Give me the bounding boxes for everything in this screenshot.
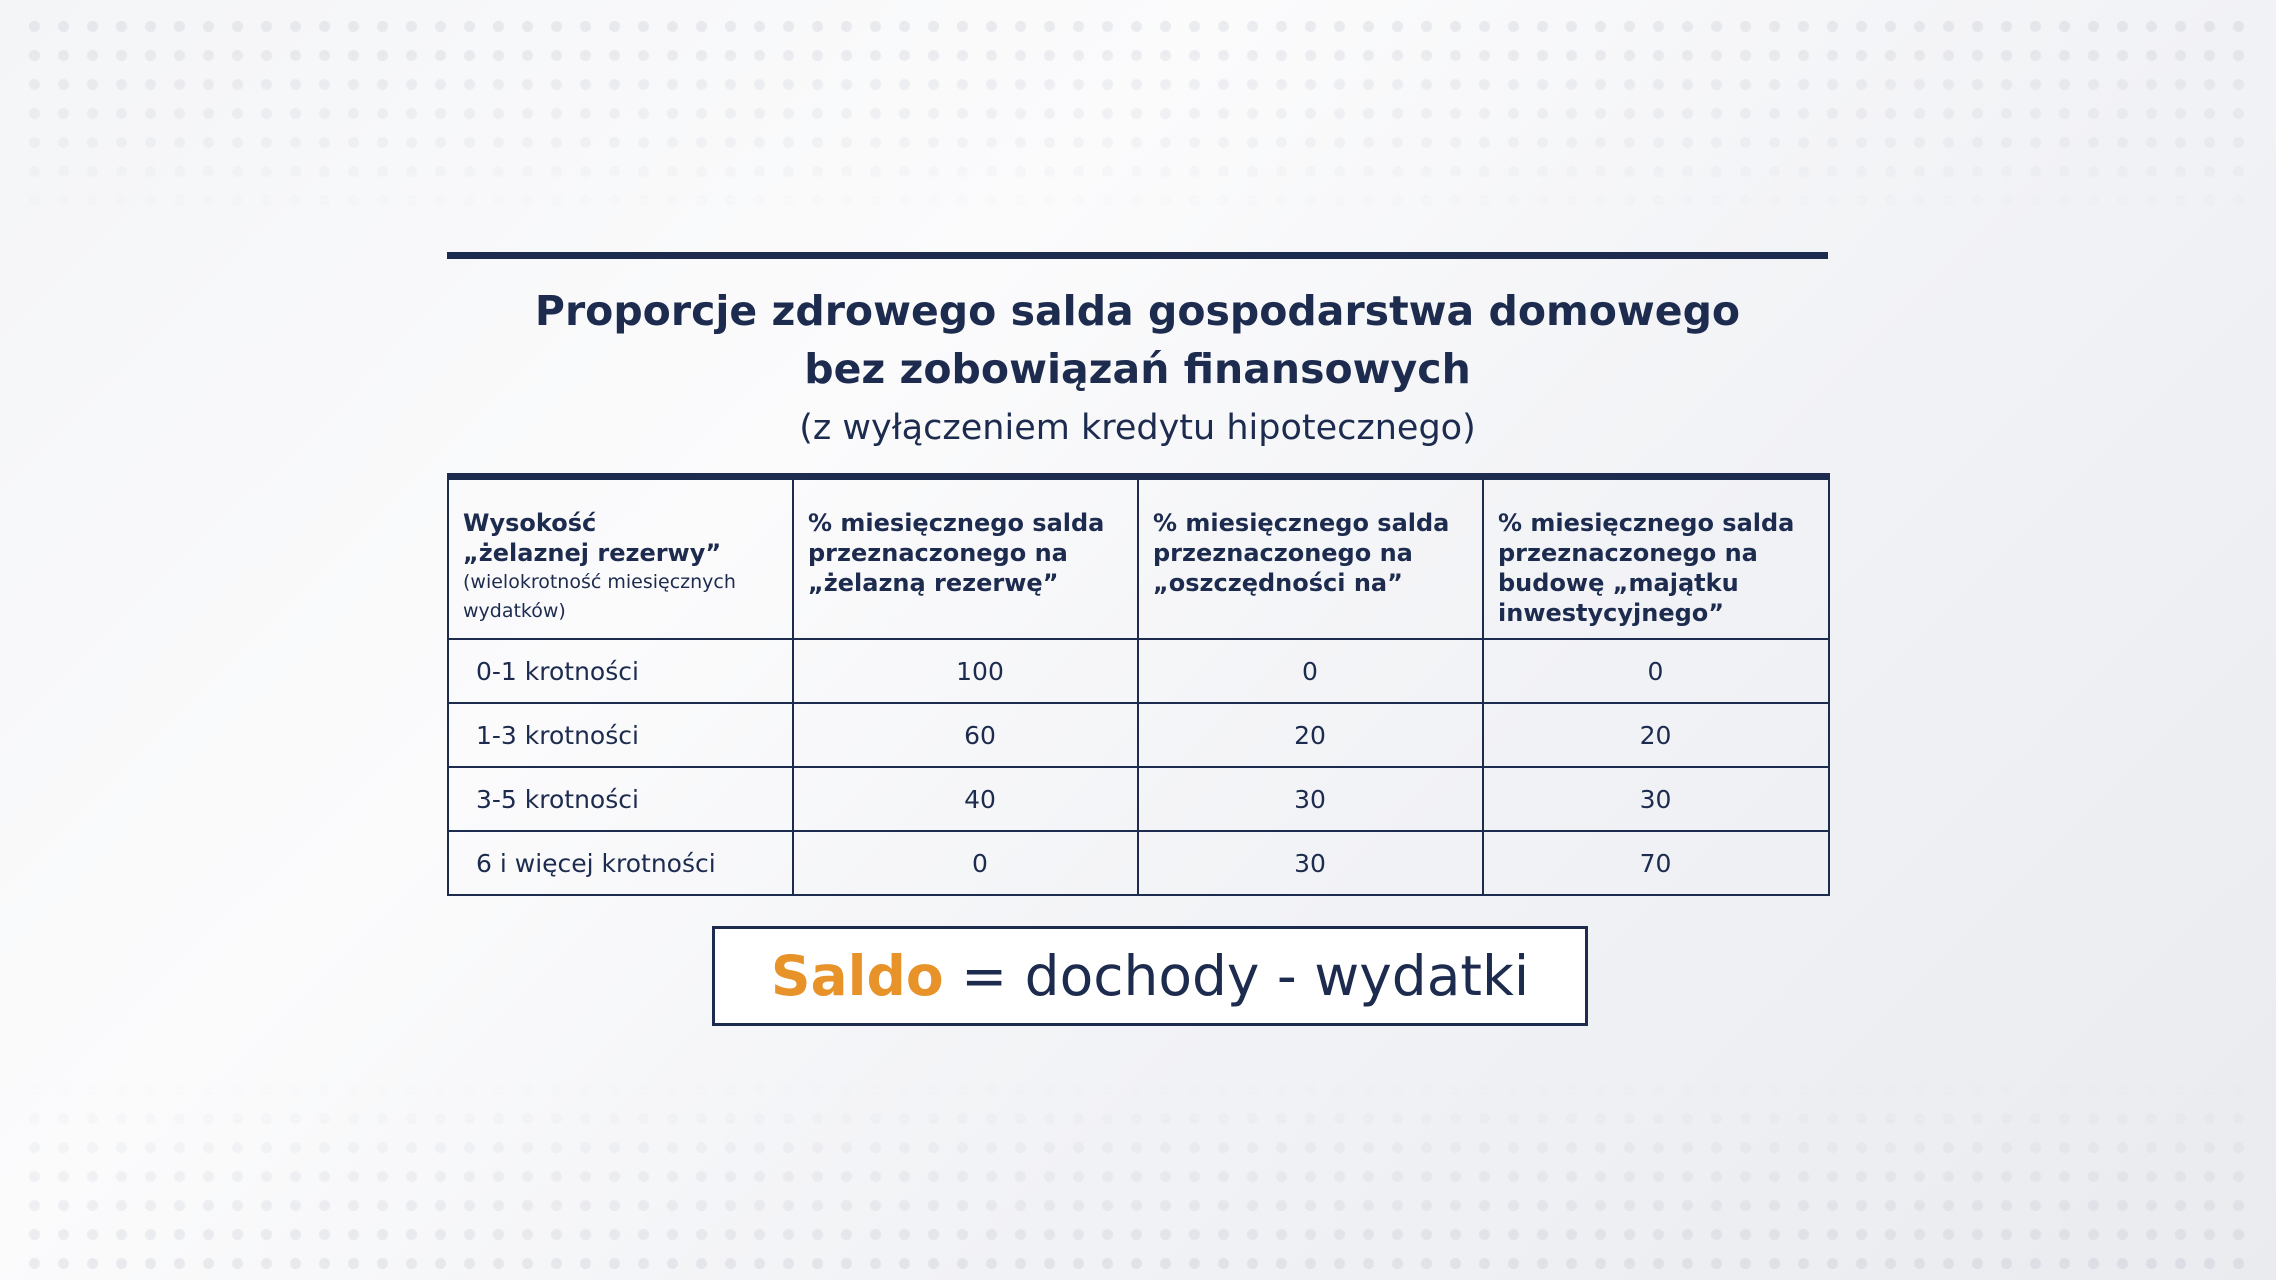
cell-savings: 30 [1138,831,1483,895]
cell-iron-reserve: 60 [793,703,1138,767]
cell-investment: 0 [1483,639,1829,703]
table-row [448,767,1829,831]
page-subtitle: (z wyłączeniem kredytu hipotecznego) [799,408,1476,448]
page-title [447,282,1828,398]
table-header-row [448,477,1829,640]
decorative-dot-pattern-top [20,12,2256,227]
cell-savings: 0 [1138,639,1483,703]
cell-investment: 30 [1483,767,1829,831]
header-reserve-level: Wysokość „żelaznej rezerwy” (wielokrotność miesięcznych wydatków) [448,477,793,640]
table-row [448,831,1829,895]
decorative-dot-pattern-bottom [20,1075,2256,1270]
row-label: 3-5 krotności [448,767,793,831]
title-line-1: Proporcje zdrowego salda gospodarstwa domowego [534,287,1741,335]
cell-iron-reserve: 0 [793,831,1138,895]
cell-investment: 70 [1483,831,1829,895]
cell-iron-reserve: 100 [793,639,1138,703]
cell-iron-reserve: 40 [793,767,1138,831]
cell-savings: 20 [1138,703,1483,767]
header-savings-share: % miesięcznego salda przeznaczonego na „oszczędności na” [1138,477,1483,640]
row-label: 6 i więcej krotności [448,831,793,895]
cell-savings: 30 [1138,767,1483,831]
header-iron-reserve-share: % miesięcznego salda przeznaczonego na „żelazną rezerwę” [793,477,1138,640]
header-investment-share: % miesięcznego salda przeznaczonego na budowę „majątku inwestycyjnego” [1483,477,1829,640]
table-row [448,703,1829,767]
title-line-2: bez zobowiązań finansowych [804,345,1471,393]
title-top-rule [447,252,1828,259]
cell-investment: 20 [1483,703,1829,767]
formula-expression: = dochody - wydatki [943,944,1530,1008]
table-row [448,639,1829,703]
balance-formula-box [712,926,1588,1026]
formula-accent-term: Saldo [770,944,944,1008]
row-label: 0-1 krotności [448,639,793,703]
allocation-table [447,473,1830,896]
header-reserve-note: (wielokrotność miesięcznych wydatków) [463,571,736,622]
row-label: 1-3 krotności [448,703,793,767]
